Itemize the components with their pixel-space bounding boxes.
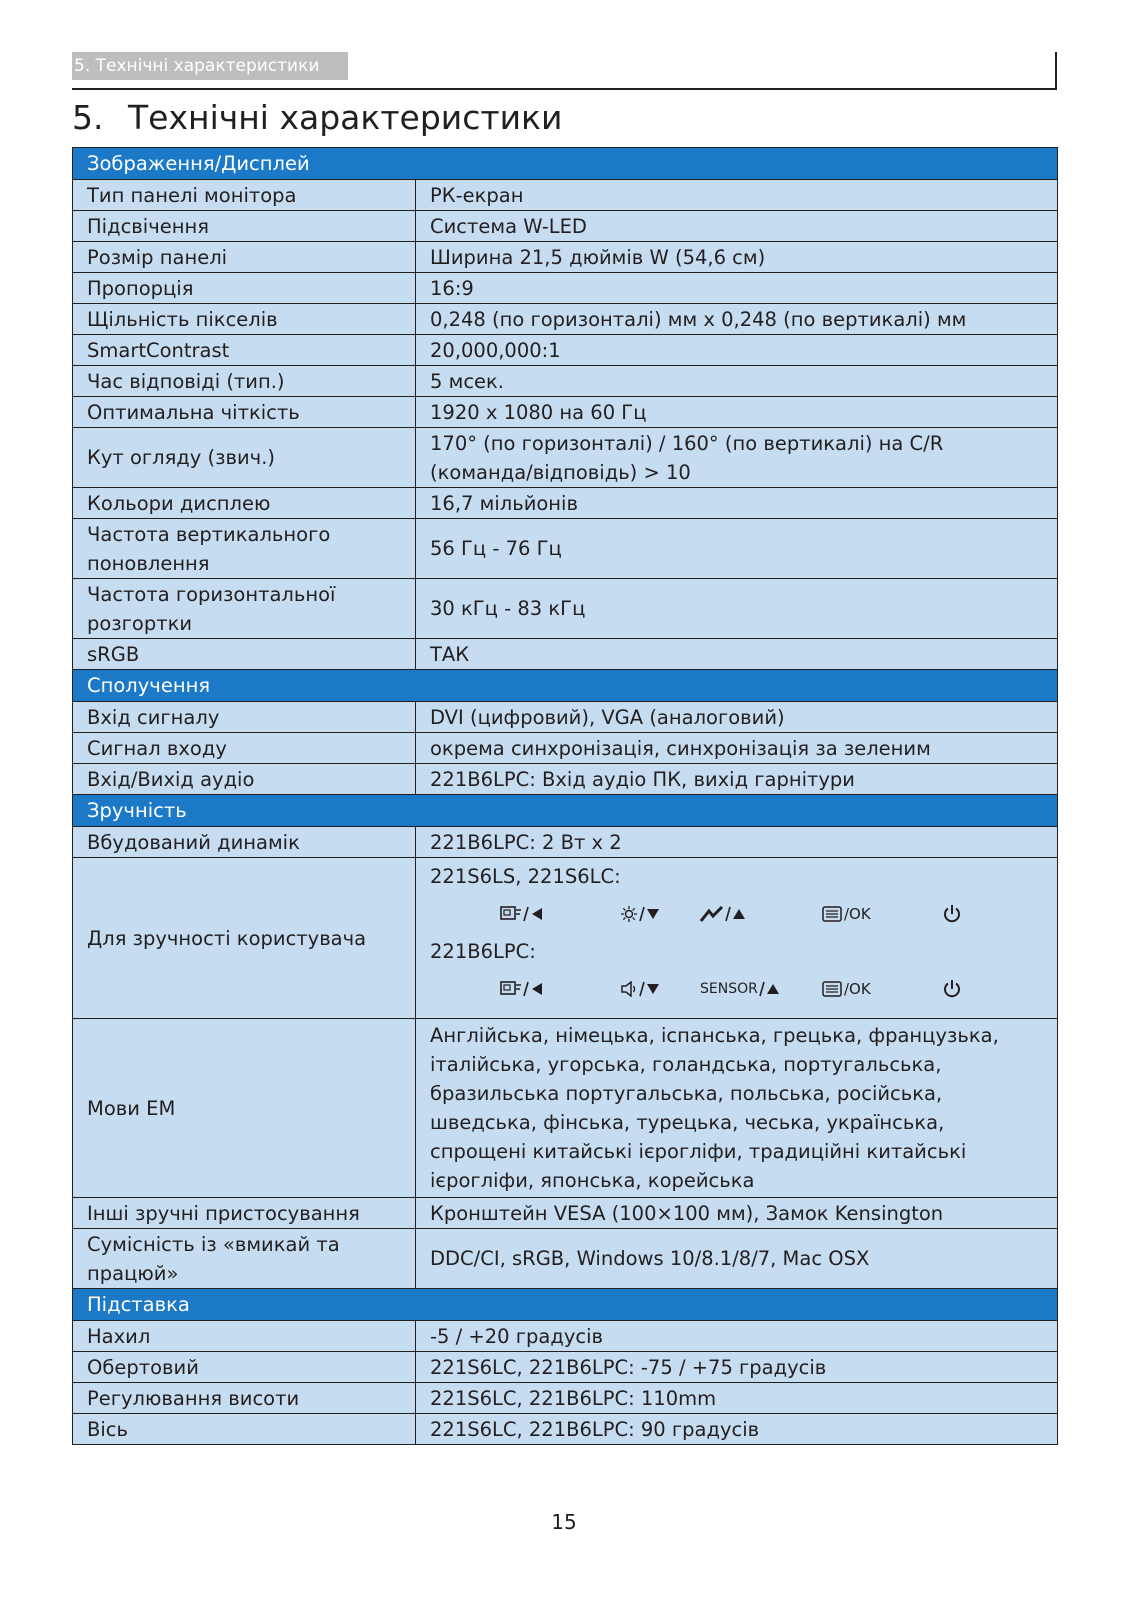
section-header-stand: [73, 1289, 1058, 1321]
menu-ok-control: [822, 975, 942, 1004]
spec-value: 221B6LPC: 2 Вт x 2: [416, 827, 1058, 858]
spec-value: 30 кГц - 83 кГц: [416, 579, 1058, 639]
spec-value: Система W-LED: [416, 211, 1058, 242]
spec-value: Англійська, німецька, іспанська, грецька, французька, італійська, угорська, голандська, португальська, бразильська португальська, польська, російська, шведська, фінська, турецька, чеська, українська, спрощені китайські ієрогліфи, традиційні китайські ієрогліфи, японська, корейська: [416, 1019, 1058, 1198]
table-row: [73, 858, 1058, 1019]
power-icon: [942, 904, 962, 924]
spec-label: Вхід сигналу: [73, 702, 416, 733]
section-title: Зручність: [73, 795, 1058, 827]
table-row: [73, 1414, 1058, 1445]
title-number: 5.: [72, 98, 104, 137]
slash-icon: [522, 980, 530, 998]
spec-value-controls: [416, 858, 1058, 1019]
menu-icon: [822, 906, 842, 922]
model-label: 221B6LPC:: [430, 940, 536, 963]
table-row: [73, 335, 1058, 366]
input-left-control: [500, 980, 620, 998]
table-row: [73, 764, 1058, 795]
up-arrow-icon: [732, 907, 746, 921]
section-title: Сполучення: [73, 670, 1058, 702]
table-row: [73, 304, 1058, 335]
section-header-convenience: [73, 795, 1058, 827]
spec-value: РК-екран: [416, 180, 1058, 211]
smartimage-icon: [700, 906, 724, 922]
control-icons-row: [430, 891, 1043, 937]
table-row: [73, 1352, 1058, 1383]
spec-label: Вхід/Вихід аудіо: [73, 764, 416, 795]
section-header-connectivity: [73, 670, 1058, 702]
spec-value: 56 Гц - 76 Гц: [416, 519, 1058, 579]
spec-label: Час відповіді (тип.): [73, 366, 416, 397]
sensor-up-control: [700, 975, 822, 1004]
spec-value: 5 мсек.: [416, 366, 1058, 397]
sensor-label: SENSOR: [700, 980, 758, 997]
spec-label: SmartContrast: [73, 335, 416, 366]
spec-value: 221S6LC, 221B6LPC: -75 / +75 градусів: [416, 1352, 1058, 1383]
spec-label: Сигнал входу: [73, 733, 416, 764]
table-row: [73, 733, 1058, 764]
slash-icon: [522, 905, 530, 923]
spec-label: Частота горизонтальної розгортки: [73, 579, 416, 639]
control-icons-row: [430, 966, 1043, 1012]
ok-label: /OK: [844, 904, 871, 923]
spec-label: Сумісність із «вмикай та працюй»: [73, 1229, 416, 1289]
input-source-icon: [500, 981, 522, 997]
volume-down-control: [620, 980, 700, 998]
spec-value: Ширина 21,5 дюймів W (54,6 см): [416, 242, 1058, 273]
table-row: [73, 488, 1058, 519]
spec-table: [72, 147, 1058, 1445]
page-title: [72, 94, 562, 142]
spec-label: Оптимальна чіткість: [73, 397, 416, 428]
spec-label: Підсвічення: [73, 211, 416, 242]
slash-icon: [758, 980, 766, 998]
spec-label: Щільність пікселів: [73, 304, 416, 335]
table-row: [73, 366, 1058, 397]
spec-label: Розмір панелі: [73, 242, 416, 273]
table-row: [73, 827, 1058, 858]
spec-value: 0,248 (по горизонталі) мм x 0,248 (по вертикалі) мм: [416, 304, 1058, 335]
spec-value: 1920 x 1080 на 60 Гц: [416, 397, 1058, 428]
header-rule: [72, 88, 1057, 90]
power-icon: [942, 979, 962, 999]
spec-value: 221B6LPC: Вхід аудіо ПК, вихід гарнітури: [416, 764, 1058, 795]
spec-label: Кольори дисплею: [73, 488, 416, 519]
title-text: Технічні характеристики: [128, 98, 563, 137]
table-row: [73, 1383, 1058, 1414]
spec-value: 221S6LC, 221B6LPC: 110mm: [416, 1383, 1058, 1414]
table-row: [73, 273, 1058, 304]
power-control: [942, 904, 982, 924]
table-row: [73, 579, 1058, 639]
spec-value: окрема синхронізація, синхронізація за зеленим: [416, 733, 1058, 764]
table-row: [73, 397, 1058, 428]
slash-icon: [638, 980, 646, 998]
spec-label: Тип панелі монітора: [73, 180, 416, 211]
spec-value: 16,7 мільйонів: [416, 488, 1058, 519]
spec-label: Вбудований динамік: [73, 827, 416, 858]
model-label: 221S6LS, 221S6LC:: [430, 865, 621, 888]
spec-label: sRGB: [73, 639, 416, 670]
spec-value: 20,000,000:1: [416, 335, 1058, 366]
spec-label: Частота вертикального поновлення: [73, 519, 416, 579]
spec-label: Інші зручні пристосування: [73, 1198, 416, 1229]
down-arrow-icon: [646, 907, 660, 921]
section-title: Зображення/Дисплей: [73, 148, 1058, 180]
table-row: [73, 519, 1058, 579]
spec-value: DVI (цифровий), VGA (аналоговий): [416, 702, 1058, 733]
brightness-down-control: [620, 905, 700, 923]
input-left-control: [500, 905, 620, 923]
table-row: [73, 211, 1058, 242]
menu-ok-control: [822, 900, 942, 929]
page-number: 15: [551, 1510, 577, 1534]
spec-label: Кут огляду (звич.): [73, 428, 416, 488]
slash-icon: [724, 905, 732, 923]
menu-icon: [822, 981, 842, 997]
left-arrow-icon: [530, 982, 544, 996]
brightness-icon: [620, 905, 638, 923]
spec-label: Вісь: [73, 1414, 416, 1445]
spec-label: Регулювання висоти: [73, 1383, 416, 1414]
spec-value: -5 / +20 градусів: [416, 1321, 1058, 1352]
up-arrow-icon: [766, 982, 780, 996]
section-title: Підставка: [73, 1289, 1058, 1321]
table-row: [73, 242, 1058, 273]
ok-label: /OK: [844, 979, 871, 998]
table-row: [73, 702, 1058, 733]
running-header: 5. Технічні характеристики: [72, 52, 348, 80]
spec-value: DDC/CI, sRGB, Windows 10/8.1/8/7, Mac OSX: [416, 1229, 1058, 1289]
spec-label: Нахил: [73, 1321, 416, 1352]
table-row: [73, 1229, 1058, 1289]
volume-icon: [620, 981, 638, 997]
spec-value: 16:9: [416, 273, 1058, 304]
table-row: [73, 1198, 1058, 1229]
smartimage-up-control: [700, 905, 822, 923]
spec-value: Кронштейн VESA (100×100 мм), Замок Kensington: [416, 1198, 1058, 1229]
spec-label: Обертовий: [73, 1352, 416, 1383]
slash-icon: [638, 905, 646, 923]
table-row: [73, 1321, 1058, 1352]
spec-value: 170° (по горизонталі) / 160° (по вертикалі) на C/R (команда/відповідь) > 10: [416, 428, 1058, 488]
input-source-icon: [500, 906, 522, 922]
spec-value: ТАК: [416, 639, 1058, 670]
section-header-display: [73, 148, 1058, 180]
header-tick: [1055, 52, 1057, 90]
table-row: [73, 180, 1058, 211]
spec-label: Для зручності користувача: [73, 858, 416, 1019]
table-row: [73, 428, 1058, 488]
down-arrow-icon: [646, 982, 660, 996]
table-row: [73, 639, 1058, 670]
spec-label: Пропорція: [73, 273, 416, 304]
spec-label: Мови ЕМ: [73, 1019, 416, 1198]
table-row: [73, 1019, 1058, 1198]
spec-value: 221S6LC, 221B6LPC: 90 градусів: [416, 1414, 1058, 1445]
power-control: [942, 979, 982, 999]
left-arrow-icon: [530, 907, 544, 921]
